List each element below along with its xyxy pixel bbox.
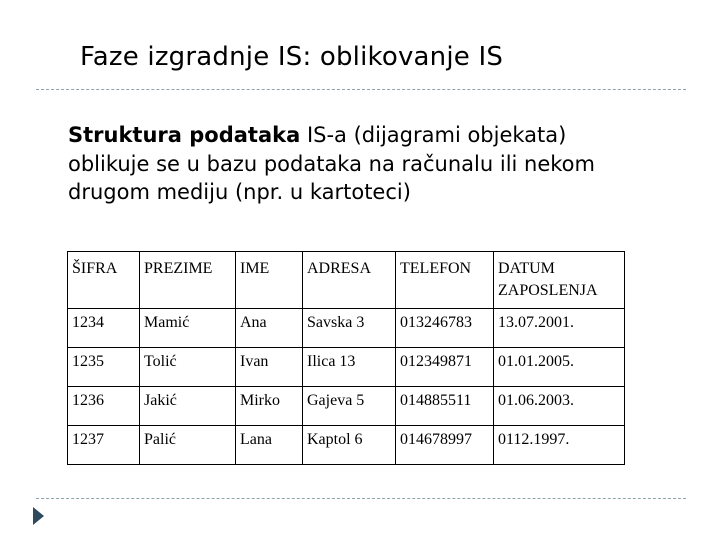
cell-datum: 0112.1997. bbox=[494, 426, 625, 465]
cell-adresa: Kaptol 6 bbox=[303, 426, 396, 465]
cell-prezime: Tolić bbox=[140, 348, 236, 387]
table-row bbox=[68, 426, 625, 465]
cell-datum: 01.01.2005. bbox=[494, 348, 625, 387]
employee-table bbox=[67, 251, 625, 465]
cell-telefon: 014678997 bbox=[396, 426, 494, 465]
header-prezime: PREZIME bbox=[140, 252, 236, 309]
cell-adresa: Savska 3 bbox=[303, 309, 396, 348]
header-adresa: ADRESA bbox=[303, 252, 396, 309]
cell-prezime: Mamić bbox=[140, 309, 236, 348]
cell-datum: 13.07.2001. bbox=[494, 309, 625, 348]
cell-sifra: 1237 bbox=[68, 426, 140, 465]
cell-telefon: 012349871 bbox=[396, 348, 494, 387]
cell-telefon: 014885511 bbox=[396, 387, 494, 426]
cell-adresa: Gajeva 5 bbox=[303, 387, 396, 426]
header-telefon: TELEFON bbox=[396, 252, 494, 309]
cell-ime: Lana bbox=[236, 426, 303, 465]
cell-prezime: Jakić bbox=[140, 387, 236, 426]
header-datum-zaposlenja: DATUM ZAPOSLENJA bbox=[494, 252, 625, 309]
table-row bbox=[68, 387, 625, 426]
cell-sifra: 1234 bbox=[68, 309, 140, 348]
body-text: IS-a (dijagrami objekata) oblikuje se u bazu podataka na računalu ili nekom drugom mediju (npr. u kartoteci) bbox=[68, 123, 595, 204]
body-bold-lead: Struktura podataka bbox=[68, 123, 301, 147]
cell-sifra: 1236 bbox=[68, 387, 140, 426]
table-row bbox=[68, 348, 625, 387]
cell-telefon: 013246783 bbox=[396, 309, 494, 348]
cell-adresa: Ilica 13 bbox=[303, 348, 396, 387]
header-ime: IME bbox=[236, 252, 303, 309]
cell-prezime: Palić bbox=[140, 426, 236, 465]
top-divider bbox=[36, 89, 686, 90]
header-sifra: ŠIFRA bbox=[68, 252, 140, 309]
cell-datum: 01.06.2003. bbox=[494, 387, 625, 426]
cell-ime: Ana bbox=[236, 309, 303, 348]
bottom-divider bbox=[36, 498, 686, 499]
cell-ime: Mirko bbox=[236, 387, 303, 426]
body-paragraph bbox=[68, 121, 628, 207]
slide-title: Faze izgradnje IS: oblikovanje IS bbox=[80, 42, 504, 72]
table-row bbox=[68, 309, 625, 348]
cell-ime: Ivan bbox=[236, 348, 303, 387]
cell-sifra: 1235 bbox=[68, 348, 140, 387]
triangle-right-icon[interactable] bbox=[33, 507, 44, 525]
table-header-row bbox=[68, 252, 625, 309]
